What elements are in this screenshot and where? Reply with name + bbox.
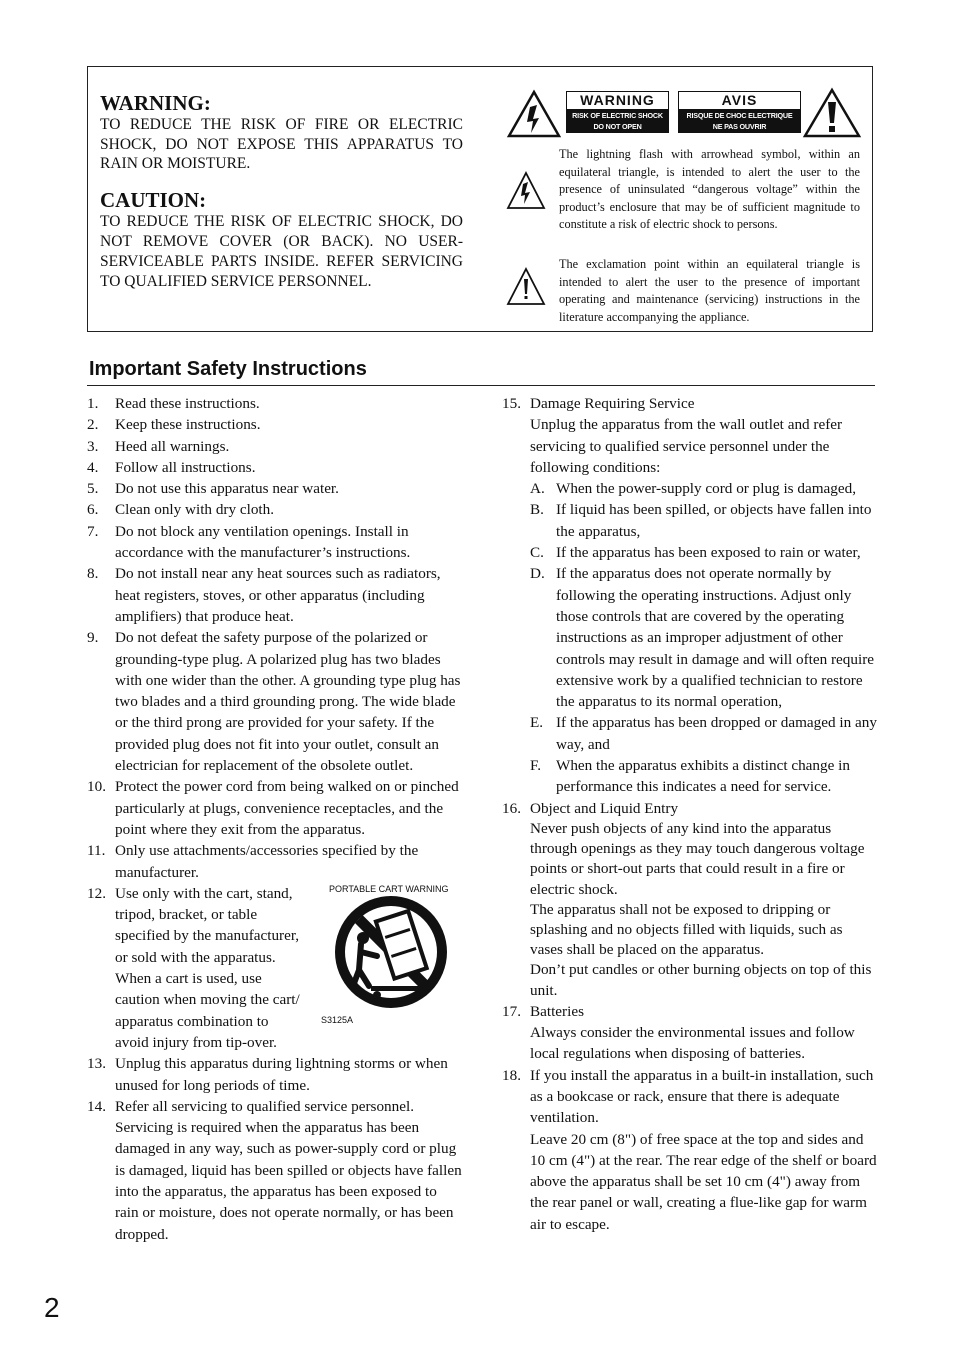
lightning-description: The lightning flash with arrowhead symbol, within an equilateral triangle, is intended to alert the user to the presence of uninsulated “dangerous voltage” within the product’s enclosure that may be of sufficient magnitude to constitute a risk of electric shock to persons. bbox=[559, 147, 860, 232]
sub-item-letter: A. bbox=[530, 480, 545, 498]
list-item bbox=[87, 521, 463, 564]
item-number: 6. bbox=[87, 501, 99, 519]
item-number: 8. bbox=[87, 565, 99, 583]
warning-label bbox=[566, 91, 669, 133]
list-item bbox=[87, 627, 463, 776]
item-text: Unplug this apparatus during lightning storms or when unused for long periods of time. bbox=[115, 1055, 448, 1094]
item-number: 14. bbox=[87, 1097, 106, 1115]
avis-label bbox=[678, 91, 801, 133]
item-paragraph: Leave 20 cm (8") of free space at the top and sides and 10 cm (4") at the rear. The rear edge of the shelf or board above the apparatus shall be set 10 cm (4") away from the rear panel or wall, creating a flue-like gap for warm air to escape. bbox=[530, 1130, 877, 1233]
safety-section-title: Important Safety Instructions bbox=[89, 358, 367, 380]
warning-heading: WARNING: bbox=[100, 91, 211, 115]
list-item-damage-service bbox=[502, 393, 878, 798]
sub-item-letter: C. bbox=[530, 544, 544, 562]
exclamation-triangle-small-icon bbox=[506, 267, 546, 307]
list-item-built-in bbox=[502, 1065, 878, 1235]
exclamation-triangle-icon bbox=[802, 87, 862, 139]
sub-item-letter: B. bbox=[530, 501, 544, 519]
item-text: Read these instructions. bbox=[115, 395, 260, 412]
item-title: Batteries bbox=[530, 1002, 584, 1020]
item-text: Refer all servicing to qualified service personnel. Servicing is required when the apparatus has been damaged in any way, such as power-supply cord or plug is damaged, liquid has been spilled or objects have fallen into the apparatus, the apparatus has been exposed to rain or moisture, does not operate normally, or has been dropped. bbox=[115, 1097, 462, 1243]
warning-label-title: WARNING bbox=[567, 92, 668, 109]
sub-item-letter: D. bbox=[530, 565, 545, 583]
item-text: Heed all warnings. bbox=[115, 437, 230, 455]
exclamation-description: The exclamation point within an equilateral triangle is intended to alert the user to the presence of important operating and maintenance (servicing) instructions in the literature accompanying the appliance. bbox=[559, 257, 860, 324]
item-number: 10. bbox=[87, 778, 106, 796]
item-text: Do not install near any heat sources such as radiators, heat registers, stoves, or other apparatus (including amplifiers) that produce heat. bbox=[115, 565, 441, 625]
sub-item-text: If the apparatus has been dropped or damaged in any way, and bbox=[556, 714, 877, 753]
item-number: 4. bbox=[87, 458, 99, 476]
item-number: 11. bbox=[87, 842, 106, 860]
sub-item-text: When the power-supply cord or plug is damaged, bbox=[556, 480, 856, 498]
sub-item-text: When the apparatus exhibits a distinct change in performance this indicates a need for service. bbox=[556, 757, 850, 796]
caution-text: TO REDUCE THE RISK OF ELECTRIC SHOCK, DO NOT REMOVE COVER (OR BACK). NO USER-SERVICEABLE PARTS INSIDE. REFER SERVICING TO QUALIFIED SERVICE PERSONNEL. bbox=[100, 212, 463, 290]
safety-list-left bbox=[87, 393, 463, 1245]
cart-figure-code: S3125A bbox=[321, 1014, 354, 1025]
sub-item-text: If liquid has been spilled, or objects have fallen into the apparatus, bbox=[556, 501, 872, 540]
sub-item bbox=[530, 563, 878, 712]
sub-item bbox=[530, 478, 878, 499]
item-text: Clean only with dry cloth. bbox=[115, 501, 275, 519]
lightning-triangle-icon bbox=[506, 89, 562, 139]
item-number: 16. bbox=[502, 799, 521, 817]
caution-heading: CAUTION: bbox=[100, 187, 207, 212]
item-number: 5. bbox=[87, 480, 99, 498]
item-text: Follow all instructions. bbox=[115, 458, 256, 476]
sub-item-text: If the apparatus has been exposed to rain or water, bbox=[556, 544, 861, 562]
lightning-triangle-small-icon bbox=[506, 171, 546, 211]
sub-item bbox=[530, 499, 878, 542]
item-paragraph: If you install the apparatus in a built-in installation, such as a bookcase or rack, ensure that there is adequate ventilation. bbox=[530, 1066, 874, 1127]
list-item bbox=[87, 563, 463, 627]
item-number: 13. bbox=[87, 1055, 106, 1073]
warning-text: TO REDUCE THE RISK OF FIRE OR ELECTRIC SHOCK, DO NOT EXPOSE THIS APPARATUS TO RAIN OR MOISTURE. bbox=[100, 116, 463, 172]
sub-item bbox=[530, 542, 878, 563]
warning-label-subtitle: RISK OF ELECTRIC SHOCK DO NOT OPEN bbox=[567, 109, 668, 132]
list-item bbox=[87, 1053, 463, 1096]
sub-item bbox=[530, 712, 878, 755]
item-paragraph: Don’t put candles or other burning objects on top of this unit. bbox=[530, 961, 872, 999]
item-number: 1. bbox=[87, 395, 99, 412]
item-text: Do not use this apparatus near water. bbox=[115, 480, 339, 498]
portable-cart-figure bbox=[319, 876, 469, 1026]
list-item bbox=[87, 1096, 463, 1245]
sub-item bbox=[530, 755, 878, 798]
list-item bbox=[87, 499, 463, 520]
list-item-cart bbox=[87, 883, 463, 1053]
item-title: Object and Liquid Entry bbox=[530, 799, 679, 817]
item-number: 9. bbox=[87, 629, 99, 647]
item-text: Do not block any ventilation openings. Install in accordance with the manufacturer’s instructions. bbox=[115, 522, 411, 562]
avis-label-title: AVIS bbox=[679, 92, 800, 109]
list-item bbox=[87, 776, 463, 840]
tipping-cart-icon bbox=[331, 894, 451, 1012]
list-item bbox=[87, 436, 463, 457]
item-text: Do not defeat the safety purpose of the polarized or grounding-type plug. A polarized plug has two blades with one wider than the other. A grounding type plug has two blades and a third grounding prong. The wide blade or the third prong are provided for your safety. If the provided plug does not fit into your outlet, consult an electrician for replacement of the obsolete outlet. bbox=[115, 629, 461, 775]
warning-box bbox=[87, 66, 873, 332]
list-item bbox=[87, 478, 463, 499]
item-text: Keep these instructions. bbox=[115, 416, 261, 434]
item-number: 15. bbox=[502, 395, 521, 412]
item-number: 18. bbox=[502, 1066, 521, 1084]
item-text: Only use attachments/accessories specified by the manufacturer. bbox=[115, 842, 419, 881]
sub-item-text: If the apparatus does not operate normally by following the operating instructions. Adjust only those controls that are covered by the operating instructions as an improper adjustment of other controls may result in damage and will often require extensive work by a qualified technician to restore the apparatus to its normal operation, bbox=[556, 565, 874, 711]
item-number: 2. bbox=[87, 416, 99, 434]
item-text: Use only with the cart, stand, tripod, bracket, or table specified by the manufacturer, or sold with the apparatus. When a cart is used, use caution when moving the cart/ apparatus combination to avoid injury from tip-over. bbox=[115, 884, 300, 1051]
item-number: 3. bbox=[87, 437, 99, 455]
safety-list-right bbox=[502, 393, 878, 1235]
list-item bbox=[87, 414, 463, 435]
item-paragraph: The apparatus shall not be exposed to dripping or splashing and no objects filled with liquids, such as vases shall be placed on the apparatus. bbox=[530, 900, 843, 959]
page-number: 2 bbox=[44, 1292, 60, 1323]
item-text: Protect the power cord from being walked on or pinched particularly at plugs, convenience receptacles, and the point where they exit from the apparatus. bbox=[115, 778, 459, 838]
warning-caution-text bbox=[100, 91, 463, 306]
avis-label-subtitle: RISQUE DE CHOC ELECTRIQUE NE PAS OUVRIR bbox=[679, 109, 800, 132]
item-number: 17. bbox=[502, 1002, 521, 1020]
item-number: 12. bbox=[87, 884, 106, 902]
item-paragraph: Never push objects of any kind into the apparatus through openings as they may touch dangerous voltage points or short-out parts that could result in a fire or electric shock. bbox=[530, 819, 865, 898]
list-item bbox=[87, 393, 463, 414]
list-item-object-liquid bbox=[502, 798, 878, 1001]
item-title: Damage Requiring Service bbox=[530, 395, 695, 412]
item-intro: Unplug the apparatus from the wall outlet and refer servicing to qualified service personnel under the following conditions: bbox=[530, 416, 843, 476]
cart-warning-caption: PORTABLE CART WARNING bbox=[329, 883, 449, 894]
item-number: 7. bbox=[87, 522, 99, 540]
sub-item-letter: F. bbox=[530, 757, 542, 775]
item-paragraph: Always consider the environmental issues and follow local regulations when disposing of batteries. bbox=[530, 1024, 855, 1063]
list-item bbox=[87, 457, 463, 478]
section-divider bbox=[87, 385, 875, 386]
list-item-batteries bbox=[502, 1001, 878, 1065]
sub-item-letter: E. bbox=[530, 714, 544, 732]
